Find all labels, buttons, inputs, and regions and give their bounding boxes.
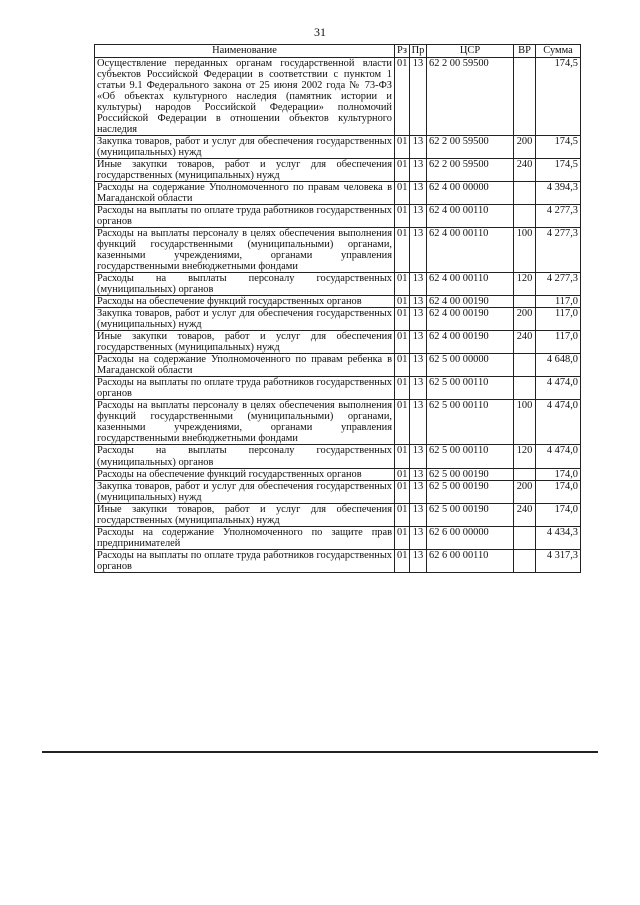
row-name: Расходы на выплаты по оплате труда работников государственных органов	[95, 205, 395, 228]
row-sum: 117,0	[536, 308, 581, 331]
row-csr: 62 5 00 00190	[427, 468, 514, 480]
row-pr: 13	[410, 57, 427, 135]
table-row	[95, 400, 581, 445]
row-pr: 13	[410, 377, 427, 400]
table-row	[95, 296, 581, 308]
row-csr: 62 5 00 00110	[427, 400, 514, 445]
row-vr	[514, 182, 536, 205]
row-name: Расходы на обеспечение функций государственных органов	[95, 296, 395, 308]
row-csr: 62 4 00 00110	[427, 205, 514, 228]
row-name: Расходы на выплаты персоналу в целях обеспечения выполнения функций государственными (муниципальными) органами, казенными учреждениями, органами управления государственными внебюджетными фондами	[95, 228, 395, 273]
row-rz: 01	[395, 205, 410, 228]
row-csr: 62 2 00 59500	[427, 159, 514, 182]
row-csr: 62 4 00 00190	[427, 331, 514, 354]
row-csr: 62 5 00 00110	[427, 377, 514, 400]
row-csr: 62 5 00 00190	[427, 503, 514, 526]
row-sum: 4 277,3	[536, 273, 581, 296]
table-row	[95, 377, 581, 400]
row-csr: 62 5 00 00000	[427, 354, 514, 377]
row-name: Расходы на содержание Уполномоченного по правам человека в Магаданской области	[95, 182, 395, 205]
row-pr: 13	[410, 308, 427, 331]
row-sum: 174,5	[536, 159, 581, 182]
row-vr: 200	[514, 480, 536, 503]
row-vr	[514, 549, 536, 572]
row-sum: 117,0	[536, 331, 581, 354]
row-pr: 13	[410, 136, 427, 159]
row-csr: 62 4 00 00190	[427, 296, 514, 308]
row-vr	[514, 57, 536, 135]
page-number: 31	[314, 25, 326, 39]
row-vr: 240	[514, 331, 536, 354]
row-sum: 4 648,0	[536, 354, 581, 377]
row-name: Закупка товаров, работ и услуг для обеспечения государственных (муниципальных) нужд	[95, 308, 395, 331]
row-rz: 01	[395, 377, 410, 400]
row-vr: 240	[514, 503, 536, 526]
row-csr: 62 4 00 00110	[427, 228, 514, 273]
row-name: Расходы на выплаты по оплате труда работников государственных органов	[95, 377, 395, 400]
table-row	[95, 503, 581, 526]
table-header-row	[95, 45, 581, 58]
table-row	[95, 159, 581, 182]
row-pr: 13	[410, 182, 427, 205]
row-pr: 13	[410, 331, 427, 354]
table-row	[95, 182, 581, 205]
header-vr: ВР	[514, 45, 536, 58]
header-name: Наименование	[95, 45, 395, 58]
table-row	[95, 480, 581, 503]
table-row	[95, 331, 581, 354]
row-rz: 01	[395, 468, 410, 480]
row-sum: 174,5	[536, 57, 581, 135]
row-rz: 01	[395, 159, 410, 182]
row-rz: 01	[395, 503, 410, 526]
row-rz: 01	[395, 308, 410, 331]
row-vr: 120	[514, 273, 536, 296]
row-csr: 62 6 00 00000	[427, 526, 514, 549]
row-sum: 117,0	[536, 296, 581, 308]
row-sum: 174,0	[536, 468, 581, 480]
footer-divider	[42, 751, 598, 753]
row-rz: 01	[395, 296, 410, 308]
row-rz: 01	[395, 331, 410, 354]
row-vr	[514, 205, 536, 228]
row-csr: 62 6 00 00110	[427, 549, 514, 572]
row-vr	[514, 526, 536, 549]
row-sum: 174,0	[536, 503, 581, 526]
row-pr: 13	[410, 159, 427, 182]
table-row	[95, 228, 581, 273]
row-sum: 4 474,0	[536, 377, 581, 400]
row-rz: 01	[395, 228, 410, 273]
row-sum: 4 474,0	[536, 445, 581, 468]
row-rz: 01	[395, 136, 410, 159]
row-vr: 100	[514, 228, 536, 273]
row-rz: 01	[395, 57, 410, 135]
row-name: Расходы на содержание Уполномоченного по защите прав предпринимателей	[95, 526, 395, 549]
table-row	[95, 468, 581, 480]
row-pr: 13	[410, 273, 427, 296]
row-pr: 13	[410, 354, 427, 377]
row-name: Иные закупки товаров, работ и услуг для обеспечения государственных (муниципальных) нужд	[95, 159, 395, 182]
row-name: Расходы на обеспечение функций государственных органов	[95, 468, 395, 480]
row-name: Расходы на выплаты персоналу государственных (муниципальных) органов	[95, 445, 395, 468]
table-row	[95, 354, 581, 377]
row-vr: 200	[514, 308, 536, 331]
row-csr: 62 5 00 00110	[427, 445, 514, 468]
row-sum: 4 277,3	[536, 205, 581, 228]
header-csr: ЦСР	[427, 45, 514, 58]
row-name: Закупка товаров, работ и услуг для обеспечения государственных (муниципальных) нужд	[95, 136, 395, 159]
row-pr: 13	[410, 480, 427, 503]
row-vr: 120	[514, 445, 536, 468]
table-row	[95, 136, 581, 159]
header-pr: Пр	[410, 45, 427, 58]
header-rz: Рз	[395, 45, 410, 58]
table-row	[95, 273, 581, 296]
table-row	[95, 526, 581, 549]
row-rz: 01	[395, 273, 410, 296]
table-row	[95, 445, 581, 468]
row-rz: 01	[395, 182, 410, 205]
row-sum: 4 317,3	[536, 549, 581, 572]
row-sum: 4 434,3	[536, 526, 581, 549]
row-sum: 4 474,0	[536, 400, 581, 445]
header-sum: Сумма	[536, 45, 581, 58]
row-name: Иные закупки товаров, работ и услуг для обеспечения государственных (муниципальных) нужд	[95, 331, 395, 354]
row-pr: 13	[410, 526, 427, 549]
row-rz: 01	[395, 445, 410, 468]
table-row	[95, 57, 581, 135]
row-vr	[514, 354, 536, 377]
row-csr: 62 5 00 00190	[427, 480, 514, 503]
row-name: Расходы на содержание Уполномоченного по правам ребенка в Магаданской области	[95, 354, 395, 377]
table-row	[95, 308, 581, 331]
row-pr: 13	[410, 205, 427, 228]
row-rz: 01	[395, 549, 410, 572]
row-vr	[514, 296, 536, 308]
row-sum: 4 277,3	[536, 228, 581, 273]
row-rz: 01	[395, 400, 410, 445]
budget-table	[94, 44, 581, 573]
row-vr: 240	[514, 159, 536, 182]
row-name: Иные закупки товаров, работ и услуг для обеспечения государственных (муниципальных) нужд	[95, 503, 395, 526]
row-csr: 62 2 00 59500	[427, 57, 514, 135]
row-name: Осуществление переданных органам государственной власти субъектов Российской Федерации в соответствии с пунктом 1 статьи 9.1 Федерального закона от 25 июня 2002 года № 73-ФЗ «Об объектах культурного наследия (памятник истории и культуры) народов Российской Федерации» полномочий Российской Федерации в отношении объектов культурного наследия	[95, 57, 395, 135]
row-vr: 100	[514, 400, 536, 445]
row-vr	[514, 468, 536, 480]
row-pr: 13	[410, 503, 427, 526]
row-sum: 4 394,3	[536, 182, 581, 205]
row-pr: 13	[410, 296, 427, 308]
row-pr: 13	[410, 549, 427, 572]
row-name: Расходы на выплаты персоналу государственных (муниципальных) органов	[95, 273, 395, 296]
row-vr: 200	[514, 136, 536, 159]
row-csr: 62 2 00 59500	[427, 136, 514, 159]
table-body	[95, 57, 581, 572]
row-pr: 13	[410, 400, 427, 445]
row-rz: 01	[395, 480, 410, 503]
row-name: Закупка товаров, работ и услуг для обеспечения государственных (муниципальных) нужд	[95, 480, 395, 503]
row-rz: 01	[395, 526, 410, 549]
row-pr: 13	[410, 445, 427, 468]
row-csr: 62 4 00 00110	[427, 273, 514, 296]
row-name: Расходы на выплаты персоналу в целях обеспечения выполнения функций государственными (муниципальными) органами, казенными учреждениями, органами управления государственными внебюджетными фондами	[95, 400, 395, 445]
row-vr	[514, 377, 536, 400]
row-csr: 62 4 00 00000	[427, 182, 514, 205]
row-sum: 174,0	[536, 480, 581, 503]
table-row	[95, 205, 581, 228]
row-csr: 62 4 00 00190	[427, 308, 514, 331]
row-pr: 13	[410, 228, 427, 273]
row-rz: 01	[395, 354, 410, 377]
row-name: Расходы на выплаты по оплате труда работников государственных органов	[95, 549, 395, 572]
table-row	[95, 549, 581, 572]
row-pr: 13	[410, 468, 427, 480]
row-sum: 174,5	[536, 136, 581, 159]
